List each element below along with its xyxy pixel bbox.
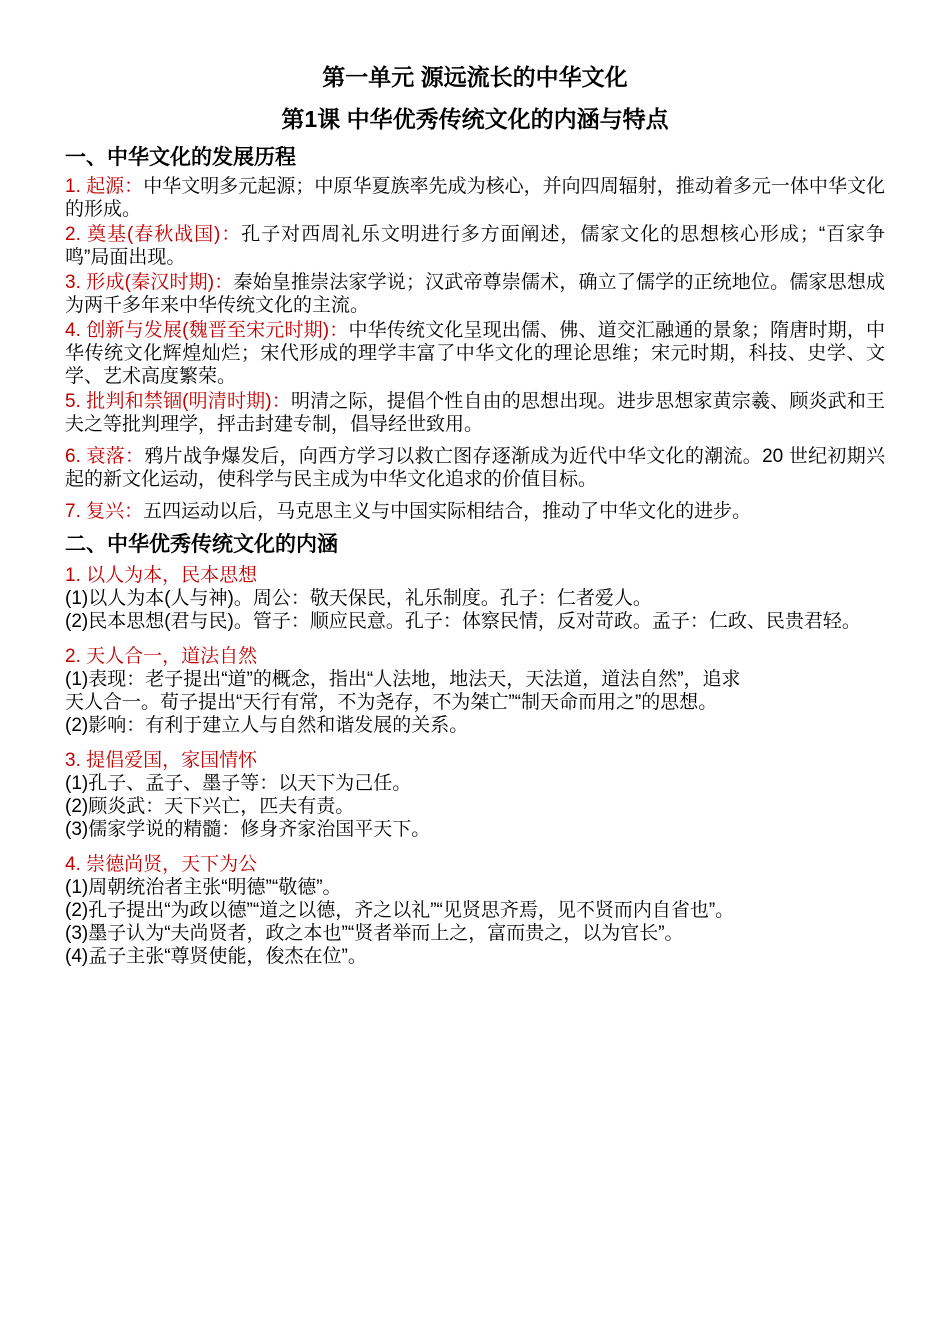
history-item-formation-label: 3. 形成(秦汉时期)： — [65, 272, 234, 293]
history-item-revival-label: 7. 复兴： — [65, 501, 144, 522]
history-item-foundation-text: 孔子对西周礼乐文明进行多方面阐述，儒家文化的思想核心形成；“百家争鸣”局面出现。 — [65, 224, 885, 268]
history-item-revival — [65, 500, 885, 523]
subsection-line: (1)孔子、孟子、墨子等：以天下为己任。 — [65, 773, 412, 794]
subsection-line: (1)周朝统治者主张“明德”“敬德”。 — [65, 877, 342, 898]
subsection-patriotism-title: 3. 提倡爱国，家国情怀 — [65, 750, 258, 771]
history-item-origin-label: 1. 起源： — [65, 176, 144, 197]
section2-heading: 二、中华优秀传统文化的内涵 — [65, 533, 338, 556]
history-item-critique — [65, 390, 885, 436]
lesson-title: 第1课 中华优秀传统文化的内涵与特点 — [281, 106, 669, 132]
subsection-patriotism — [65, 749, 885, 841]
history-item-formation — [65, 271, 885, 317]
subsection-line: (3)儒家学说的精髓：修身齐家治国平天下。 — [65, 819, 431, 840]
subsection-virtue-worthiness-title: 4. 崇德尚贤，天下为公 — [65, 854, 258, 875]
history-item-origin-text: 中华文明多元起源；中原华夏族率先成为核心，并向四周辐射，推动着多元一体中华文化的形成。 — [65, 176, 885, 220]
history-item-foundation-label: 2. 奠基(春秋战国)： — [65, 224, 242, 245]
subsection-line: (1)以人为本(人与神)。周公：敬天保民，礼乐制度。孔子：仁者爱人。 — [65, 588, 652, 609]
subsection-line: (2)顾炎武：天下兴亡，匹夫有责。 — [65, 796, 355, 817]
subsection-line: (2)民本思想(君与民)。管子：顺应民意。孔子：体察民情，反对苛政。孟子：仁政、民贵君轻。 — [65, 611, 861, 632]
history-item-foundation — [65, 223, 885, 269]
history-item-decline-text: 鸦片战争爆发后，向西方学习以救亡图存逐渐成为近代中华文化的潮流。20 世纪初期兴起的新文化运动，使科学与民主成为中华文化追求的价值目标。 — [65, 446, 885, 490]
subsection-line: (2)影响：有利于建立人与自然和谐发展的关系。 — [65, 715, 469, 736]
history-item-innovation-text: 中华传统文化呈现出儒、佛、道交汇融通的景象；隋唐时期，中华传统文化辉煌灿烂；宋代形成的理学丰富了中华文化的理论思维；宋元时期，科技、史学、文学、艺术高度繁荣。 — [65, 320, 885, 387]
history-item-formation-text: 秦始皇推崇法家学说；汉武帝尊崇儒术，确立了儒学的正统地位。儒家思想成为两千多年来中华传统文化的主流。 — [65, 272, 885, 316]
subsection-line: (1)表现：老子提出“道”的概念，指出“人法地，地法天，天法道，道法自然”，追求 — [65, 669, 741, 690]
history-item-origin — [65, 175, 885, 221]
history-item-critique-label: 5. 批判和禁锢(明清时期)： — [65, 391, 291, 412]
history-item-revival-text: 五四运动以后，马克思主义与中国实际相结合，推动了中华文化的进步。 — [143, 501, 752, 522]
subsection-line: (2)孔子提出“为政以德”“道之以德，齐之以礼”“见贤思齐焉，见不贤而内自省也”。 — [65, 900, 735, 921]
subsection-people-oriented-title: 1. 以人为本，民本思想 — [65, 565, 258, 586]
subsection-virtue-worthiness — [65, 853, 885, 968]
history-item-decline-label: 6. 衰落： — [65, 446, 145, 467]
subsection-unity-heaven-man — [65, 645, 885, 737]
section1-heading: 一、中华文化的发展历程 — [65, 146, 296, 169]
history-item-decline — [65, 445, 885, 491]
history-item-critique-text: 明清之际，提倡个性自由的思想出现。进步思想家黄宗羲、顾炎武和王夫之等批判理学，抨击封建专制，倡导经世致用。 — [65, 391, 885, 435]
history-item-innovation-label: 4. 创新与发展(魏晋至宋元时期)： — [65, 320, 349, 341]
subsection-line: (3)墨子认为“夫尚贤者，政之本也”“贤者举而上之，富而贵之，以为官长”。 — [65, 923, 684, 944]
subsection-line: 天人合一。荀子提出“天行有常，不为尧存，不为桀亡”“制天命而用之”的思想。 — [65, 692, 718, 713]
history-item-innovation — [65, 319, 885, 388]
subsection-line: (4)孟子主张“尊贤使能，俊杰在位”。 — [65, 946, 367, 967]
subsection-unity-heaven-man-title: 2. 天人合一，道法自然 — [65, 646, 258, 667]
unit-title: 第一单元 源远流长的中华文化 — [322, 64, 628, 90]
subsection-people-oriented — [65, 564, 885, 633]
